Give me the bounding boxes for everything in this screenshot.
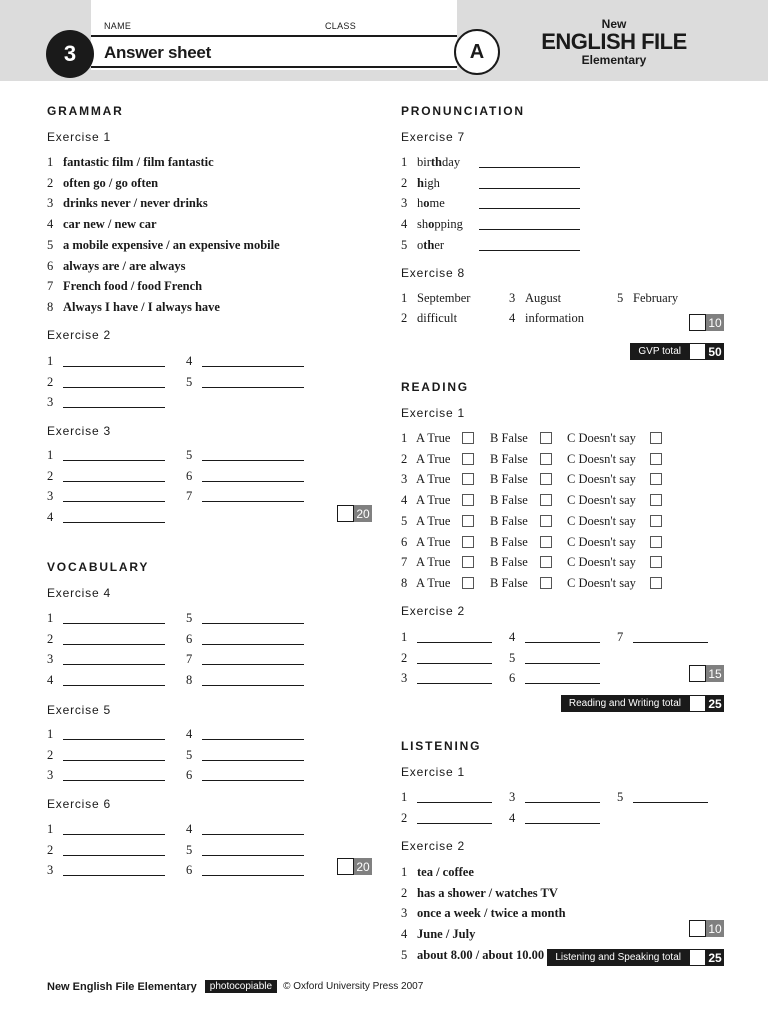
grammar-ex1-item <box>47 258 185 274</box>
listening-ex1-answer-line[interactable] <box>417 802 492 803</box>
item-number: 2 <box>401 885 408 900</box>
option-true-label: A True <box>416 451 451 466</box>
pron-word-text: other <box>417 237 445 252</box>
listening-heading: LISTENING <box>401 739 482 753</box>
listening-ex1-number: 5 <box>617 790 624 804</box>
item-number: 5 <box>401 237 408 252</box>
listening-ex1-answer-line[interactable] <box>525 802 600 803</box>
option-doesnt-say-label: C Doesn't say <box>567 555 636 570</box>
stress-word-text: August <box>525 291 562 305</box>
pron-word-text: birthday <box>417 155 461 169</box>
pronunciation-exercise-8-label: Exercise 8 <box>401 266 466 280</box>
grammar-ex1-item <box>47 299 220 315</box>
grammar-ex1-item <box>47 175 158 191</box>
grammar-ex3-number: 4 <box>47 510 54 525</box>
pron-highlight: h <box>417 175 424 190</box>
reading-ex2-number: 7 <box>617 630 624 644</box>
doesnt-say-checkbox[interactable] <box>650 432 662 444</box>
reading-ex2-number: 5 <box>509 650 516 665</box>
grammar-ex3-answer-line[interactable] <box>63 501 165 502</box>
option-false-label: B False <box>490 451 528 466</box>
vocab-ex5-number: 3 <box>47 768 54 782</box>
pron-highlight: o <box>423 196 430 211</box>
item-options[interactable]: once a week / twice a month <box>417 906 566 921</box>
true-checkbox[interactable] <box>462 556 474 568</box>
item-number: 3 <box>47 196 54 211</box>
vocabulary-exercise-6-label: Exercise 6 <box>47 797 112 811</box>
vocab-ex5-answer-line[interactable] <box>63 760 165 761</box>
grammar-ex2-answer-line[interactable] <box>63 387 165 388</box>
vocab-ex5-answer-line[interactable] <box>202 760 304 761</box>
vocab-ex6-answer-line[interactable] <box>202 875 304 876</box>
listening-ex2-item <box>401 926 475 942</box>
vocabulary-max-score: 20 <box>354 858 372 875</box>
grammar-ex2-answer-line[interactable] <box>202 366 304 367</box>
vocabulary-score-box <box>337 858 372 875</box>
vocab-ex6-number: 3 <box>47 863 54 877</box>
grammar-ex3-answer-line[interactable] <box>202 501 304 502</box>
false-checkbox[interactable] <box>540 453 552 465</box>
vocab-ex6-answer-line[interactable] <box>202 855 304 856</box>
pron-answer-line[interactable] <box>479 229 580 230</box>
false-checkbox[interactable] <box>540 556 552 568</box>
item-number: 4 <box>401 493 408 508</box>
item-number: 1 <box>401 865 408 879</box>
pronunciation-score-input[interactable] <box>689 314 706 331</box>
pron-highlight: o <box>428 217 435 232</box>
option-true-label: A True <box>416 534 451 549</box>
listening-ex1-number: 4 <box>509 810 516 825</box>
test-version-badge: A <box>454 29 500 75</box>
vocab-ex5-answer-line[interactable] <box>63 780 165 781</box>
vocab-ex4-number: 5 <box>186 611 193 625</box>
option-doesnt-say-label: C Doesn't say <box>567 575 636 590</box>
pron-word <box>401 195 445 211</box>
item-options[interactable]: drinks never / never drinks <box>63 196 208 211</box>
listening-speaking-total-max: 25 <box>708 950 722 965</box>
vocab-ex4-number: 3 <box>47 652 54 667</box>
item-number: 8 <box>47 299 54 314</box>
doesnt-say-checkbox[interactable] <box>650 453 662 465</box>
reading-writing-total-box <box>561 695 724 712</box>
vocab-ex4-answer-line[interactable] <box>63 664 165 665</box>
item-number: 2 <box>401 311 408 325</box>
item-options[interactable]: tea / coffee <box>417 865 474 879</box>
reading-ex2-number: 3 <box>401 671 408 685</box>
vocabulary-exercise-4-label: Exercise 4 <box>47 586 112 600</box>
reading-exercise-1-label: Exercise 1 <box>401 406 466 420</box>
doesnt-say-checkbox[interactable] <box>650 536 662 548</box>
stress-word[interactable] <box>401 290 470 306</box>
item-number: 5 <box>47 237 54 252</box>
grammar-max-score: 20 <box>354 505 372 522</box>
listening-ex1-number: 1 <box>401 790 408 804</box>
vocab-ex4-answer-line[interactable] <box>202 644 304 645</box>
vocab-ex4-answer-line[interactable] <box>63 685 165 686</box>
vocab-ex6-answer-line[interactable] <box>63 855 165 856</box>
listening-ex1-answer-line[interactable] <box>417 823 492 824</box>
listening-max-score: 10 <box>706 920 724 937</box>
option-doesnt-say-label: C Doesn't say <box>567 513 636 528</box>
brand-logo <box>530 18 698 67</box>
option-false-label: B False <box>490 431 528 445</box>
photocopiable-tag: photocopiable <box>205 980 277 993</box>
true-checkbox[interactable] <box>462 432 474 444</box>
vocab-ex5-answer-line[interactable] <box>63 739 165 740</box>
item-options[interactable]: often go / go often <box>63 175 159 190</box>
option-false-label: B False <box>490 575 528 590</box>
listening-ex1-answer-line[interactable] <box>633 802 708 803</box>
copyright: © Oxford University Press 2007 <box>283 981 424 992</box>
listening-ex1-answer-line[interactable] <box>525 823 600 824</box>
pron-answer-line[interactable] <box>479 167 580 168</box>
item-number: 2 <box>401 175 408 190</box>
listening-ex2-item <box>401 885 558 901</box>
listening-speaking-total-input[interactable] <box>689 949 706 966</box>
doesnt-say-checkbox[interactable] <box>650 577 662 589</box>
option-true-label: A True <box>416 555 451 570</box>
option-false-label: B False <box>490 555 528 570</box>
pron-highlight: th <box>423 237 435 252</box>
vocab-ex4-answer-line[interactable] <box>63 623 165 624</box>
pronunciation-heading: PRONUNCIATION <box>401 104 525 118</box>
item-options[interactable]: always are / are always <box>63 258 186 273</box>
item-options[interactable]: car new / new car <box>63 217 157 232</box>
reading-question-row <box>401 471 671 487</box>
vocab-ex5-number: 2 <box>47 747 54 762</box>
option-true-label: A True <box>416 493 451 508</box>
gvp-total-max: 50 <box>708 344 722 359</box>
false-checkbox[interactable] <box>540 577 552 589</box>
pronunciation-max-score: 10 <box>706 314 724 331</box>
grammar-ex3-number: 3 <box>47 489 54 504</box>
false-checkbox[interactable] <box>540 494 552 506</box>
vocab-ex5-number: 1 <box>47 727 54 741</box>
grammar-ex3-answer-line[interactable] <box>202 481 304 482</box>
brand-top: New <box>601 17 627 31</box>
pron-word <box>401 216 463 232</box>
name-label: NAME <box>104 21 132 31</box>
stress-word-text: difficult <box>417 311 458 325</box>
listening-ex1-number: 3 <box>509 790 516 804</box>
grammar-score-box <box>337 505 372 522</box>
false-checkbox[interactable] <box>540 515 552 527</box>
item-number: 3 <box>509 291 516 305</box>
item-number: 5 <box>617 291 624 305</box>
false-checkbox[interactable] <box>540 432 552 444</box>
pron-answer-line[interactable] <box>479 208 580 209</box>
stress-word[interactable] <box>617 290 678 306</box>
grammar-heading: GRAMMAR <box>47 104 124 118</box>
item-options[interactable]: fantastic film / film fantastic <box>63 155 214 169</box>
gvp-total-box <box>630 343 724 360</box>
vocab-ex5-answer-line[interactable] <box>202 739 304 740</box>
listening-ex1-number: 2 <box>401 810 408 825</box>
grammar-ex3-answer-line[interactable] <box>63 460 165 461</box>
item-options[interactable]: French food / food French <box>63 279 203 294</box>
item-number: 5 <box>401 947 408 962</box>
reading-ex2-answer-line[interactable] <box>417 663 492 664</box>
grammar-ex3-number: 1 <box>47 448 54 462</box>
item-options[interactable]: Always I have / I always have <box>63 299 220 314</box>
reading-ex2-answer-line[interactable] <box>633 642 708 643</box>
doesnt-say-checkbox[interactable] <box>650 515 662 527</box>
item-number: 2 <box>401 451 408 466</box>
item-number: 4 <box>47 217 54 232</box>
stress-word-text: February <box>633 291 679 305</box>
pron-word-text: high <box>417 175 440 190</box>
grammar-ex1-item <box>47 237 280 253</box>
option-true-label: A True <box>416 472 451 487</box>
listening-ex2-item <box>401 864 474 880</box>
vocab-ex6-number: 1 <box>47 822 54 836</box>
vocab-ex6-answer-line[interactable] <box>63 834 165 835</box>
vocabulary-heading: VOCABULARY <box>47 560 150 574</box>
page-title: Answer sheet <box>104 43 211 62</box>
gvp-total-label: GVP total <box>638 346 681 357</box>
pron-answer-line[interactable] <box>479 188 580 189</box>
doesnt-say-checkbox[interactable] <box>650 494 662 506</box>
pron-answer-line[interactable] <box>479 250 580 251</box>
reading-ex2-number: 4 <box>509 630 516 644</box>
vocab-ex4-number: 8 <box>186 673 193 688</box>
vocab-ex4-number: 1 <box>47 611 54 625</box>
grammar-exercise-1-label: Exercise 1 <box>47 130 112 144</box>
reading-writing-total-input[interactable] <box>689 695 706 712</box>
vocab-ex4-answer-line[interactable] <box>202 664 304 665</box>
option-doesnt-say-label: C Doesn't say <box>567 451 636 466</box>
item-number: 1 <box>47 155 54 169</box>
reading-writing-total-label: Reading and Writing total <box>568 698 681 709</box>
option-false-label: B False <box>490 472 528 487</box>
vocab-ex5-answer-line[interactable] <box>202 780 304 781</box>
reading-ex2-answer-line[interactable] <box>417 683 492 684</box>
listening-exercise-1-label: Exercise 1 <box>401 765 466 779</box>
grammar-ex2-answer-line[interactable] <box>63 407 165 408</box>
class-label: CLASS <box>325 21 357 31</box>
name-line[interactable] <box>91 35 457 37</box>
true-checkbox[interactable] <box>462 494 474 506</box>
reading-ex2-number: 2 <box>401 650 408 665</box>
grammar-ex2-number: 1 <box>47 354 54 368</box>
reading-ex2-number: 6 <box>509 671 516 685</box>
vocab-ex4-number: 6 <box>186 631 193 646</box>
vocab-ex4-number: 2 <box>47 631 54 646</box>
reading-exercise-2-label: Exercise 2 <box>401 604 466 618</box>
grammar-ex2-number: 2 <box>47 374 54 389</box>
pron-word <box>401 175 440 191</box>
reading-ex2-answer-line[interactable] <box>525 663 600 664</box>
pron-word <box>401 237 444 253</box>
option-true-label: A True <box>416 513 451 528</box>
doesnt-say-checkbox[interactable] <box>650 556 662 568</box>
option-true-label: A True <box>416 431 451 445</box>
reading-question-row <box>401 554 671 570</box>
listening-score-box <box>689 920 724 937</box>
listening-speaking-total-label: Listening and Speaking total <box>555 952 681 963</box>
item-number: 4 <box>401 217 408 232</box>
true-checkbox[interactable] <box>462 453 474 465</box>
listening-ex2-item <box>401 947 544 963</box>
option-false-label: B False <box>490 534 528 549</box>
option-false-label: B False <box>490 513 528 528</box>
reading-max-score: 15 <box>706 665 724 682</box>
pron-word-text: shopping <box>417 217 463 232</box>
vocab-ex6-number: 5 <box>186 842 193 857</box>
pronunciation-exercise-7-label: Exercise 7 <box>401 130 466 144</box>
item-number: 6 <box>47 258 54 273</box>
grammar-ex3-number: 5 <box>186 448 193 462</box>
true-checkbox[interactable] <box>462 536 474 548</box>
reading-question-row <box>401 534 671 550</box>
item-number: 4 <box>509 311 516 325</box>
vocab-ex6-answer-line[interactable] <box>63 875 165 876</box>
reading-ex2-answer-line[interactable] <box>417 642 492 643</box>
item-number: 4 <box>401 927 408 942</box>
reading-ex2-answer-line[interactable] <box>525 683 600 684</box>
item-number: 7 <box>401 555 408 570</box>
doesnt-say-checkbox[interactable] <box>650 473 662 485</box>
item-number: 7 <box>47 279 54 294</box>
vocab-ex5-number: 4 <box>186 727 193 741</box>
reading-ex2-answer-line[interactable] <box>525 642 600 643</box>
pron-highlight: th <box>430 155 443 169</box>
listening-score-input[interactable] <box>689 920 706 937</box>
grammar-ex3-number: 7 <box>186 489 193 504</box>
page-footer <box>47 980 423 993</box>
item-options[interactable]: has a shower / watches TV <box>417 885 558 900</box>
brand-sub: Elementary <box>581 53 647 67</box>
item-number: 2 <box>47 175 54 190</box>
listening-speaking-total-box <box>547 949 724 966</box>
option-doesnt-say-label: C Doesn't say <box>567 431 636 445</box>
reading-score-box <box>689 665 724 682</box>
option-doesnt-say-label: C Doesn't say <box>567 534 636 549</box>
grammar-exercise-3-label: Exercise 3 <box>47 424 112 438</box>
vocab-ex5-number: 6 <box>186 768 193 782</box>
grammar-ex1-item <box>47 216 157 232</box>
stress-word[interactable] <box>509 310 584 326</box>
item-number: 5 <box>401 513 408 528</box>
option-doesnt-say-label: C Doesn't say <box>567 472 636 487</box>
grammar-ex2-answer-line[interactable] <box>63 366 165 367</box>
true-checkbox[interactable] <box>462 473 474 485</box>
reading-question-row <box>401 492 671 508</box>
reading-question-row <box>401 430 671 446</box>
vocab-ex6-number: 6 <box>186 863 193 877</box>
stress-word-text: information <box>525 311 585 325</box>
grammar-ex3-answer-line[interactable] <box>63 522 165 523</box>
pron-word-text: home <box>417 196 445 211</box>
reading-writing-total-max: 25 <box>708 696 722 711</box>
vocab-ex4-answer-line[interactable] <box>202 623 304 624</box>
vocab-ex6-number: 2 <box>47 842 54 857</box>
false-checkbox[interactable] <box>540 473 552 485</box>
listening-exercise-2-label: Exercise 2 <box>401 839 466 853</box>
unit-number-badge: 3 <box>46 30 94 78</box>
pronunciation-score-box <box>689 314 724 331</box>
option-false-label: B False <box>490 493 528 508</box>
pron-word <box>401 154 460 170</box>
item-number: 3 <box>401 472 408 487</box>
reading-question-row <box>401 451 671 467</box>
grammar-ex2-number: 4 <box>186 354 193 368</box>
item-number: 1 <box>401 155 408 169</box>
option-doesnt-say-label: C Doesn't say <box>567 493 636 508</box>
grammar-ex1-item <box>47 278 202 294</box>
option-true-label: A True <box>416 575 451 590</box>
title-underline <box>91 66 457 68</box>
vocabulary-score-input[interactable] <box>337 858 354 875</box>
grammar-ex2-answer-line[interactable] <box>202 387 304 388</box>
brand-main: ENGLISH FILE <box>541 29 687 54</box>
item-number: 8 <box>401 575 408 590</box>
item-number: 1 <box>401 431 408 445</box>
grammar-exercise-2-label: Exercise 2 <box>47 328 112 342</box>
true-checkbox[interactable] <box>462 577 474 589</box>
reading-heading: READING <box>401 380 469 394</box>
reading-ex2-number: 1 <box>401 630 408 644</box>
grammar-ex1-item <box>47 195 208 211</box>
reading-question-row <box>401 513 671 529</box>
grammar-ex3-answer-line[interactable] <box>63 481 165 482</box>
item-number: 3 <box>401 196 408 211</box>
grammar-ex3-number: 6 <box>186 468 193 483</box>
vocab-ex4-answer-line[interactable] <box>202 685 304 686</box>
vocab-ex6-answer-line[interactable] <box>202 834 304 835</box>
stress-word-text: September <box>417 291 471 305</box>
false-checkbox[interactable] <box>540 536 552 548</box>
item-options[interactable]: June / July <box>417 927 476 942</box>
gvp-total-input[interactable] <box>689 343 706 360</box>
item-number: 3 <box>401 906 408 921</box>
vocab-ex4-answer-line[interactable] <box>63 644 165 645</box>
listening-ex2-item <box>401 905 566 921</box>
item-number: 1 <box>401 291 408 305</box>
vocabulary-exercise-5-label: Exercise 5 <box>47 703 112 717</box>
grammar-ex2-number: 5 <box>186 374 193 389</box>
grammar-ex1-item <box>47 154 214 170</box>
reading-question-row <box>401 575 671 591</box>
stress-word[interactable] <box>401 310 457 326</box>
vocab-ex4-number: 4 <box>47 673 54 688</box>
vocab-ex6-number: 4 <box>186 822 193 836</box>
vocab-ex4-number: 7 <box>186 652 193 667</box>
vocab-ex5-number: 5 <box>186 747 193 762</box>
item-number: 6 <box>401 534 408 549</box>
grammar-score-input[interactable] <box>337 505 354 522</box>
reading-score-input[interactable] <box>689 665 706 682</box>
stress-word[interactable] <box>509 290 561 306</box>
grammar-ex2-number: 3 <box>47 395 54 409</box>
footer-title: New English File Elementary <box>47 980 197 993</box>
grammar-ex3-answer-line[interactable] <box>202 460 304 461</box>
true-checkbox[interactable] <box>462 515 474 527</box>
item-options[interactable]: about 8.00 / about 10.00 <box>417 947 545 962</box>
item-options[interactable]: a mobile expensive / an expensive mobile <box>63 237 280 252</box>
grammar-ex3-number: 2 <box>47 468 54 483</box>
